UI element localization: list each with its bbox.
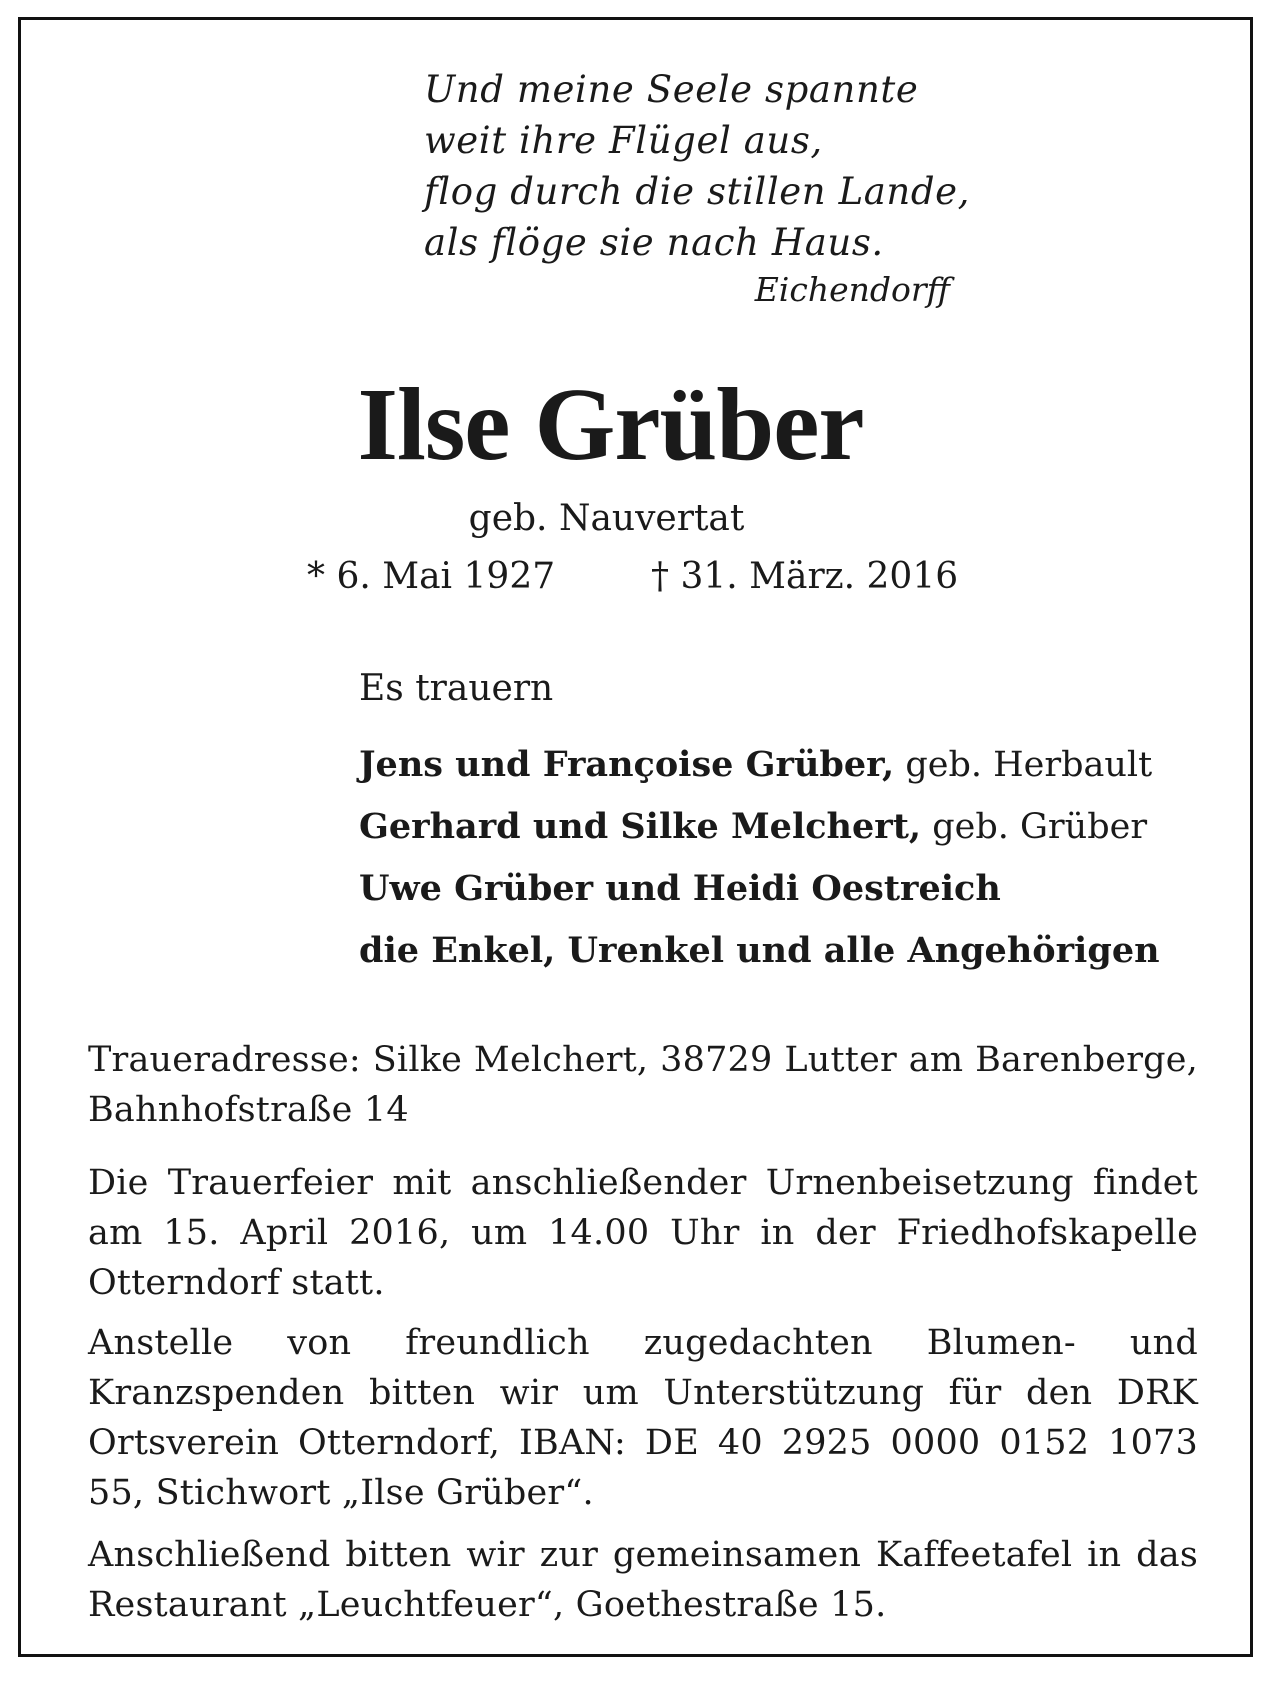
coffee-paragraph: Anschließend bitten wir zur gemeinsamen Kaffeetafel in das Restaurant „Leuchtfeuer“, Goethestraße 15. [88,1535,1198,1625]
deceased-name: Ilse Grüber [357,367,864,482]
mourner-note: geb. Herbault [894,745,1153,785]
birth-date: * 6. Mai 1927 [307,556,556,597]
mourner-row [359,920,1160,982]
donation-paragraph: Anstelle von freundlich zugedachten Blumen- und Kranzspenden bitten wir um Unterstützung für den DRK Ortsverein Otterndorf, IBAN: DE 40 2925 0000 0152 1073 55, Stichwort „Ilse Grüber“. [88,1323,1198,1513]
address-paragraph: Traueradresse: Silke Melchert, 38729 Lutter am Barenberge, Bahnhofstraße 14 [88,1040,1198,1130]
mourners-intro: Es trauern [359,668,554,709]
poem-author: Eichendorff [754,270,950,309]
poem-line: als flöge sie nach Haus. [424,221,884,264]
obituary-frame [18,17,1253,1657]
mourner-row [359,734,1160,796]
mourner-name: Uwe Grüber und Heidi Oestreich [359,868,1001,909]
poem-line: Und meine Seele spannte [424,68,919,111]
mourner-row [359,796,1160,858]
mourner-name: Gerhard und Silke Melchert, [359,806,922,847]
poem [424,64,970,268]
ceremony-paragraph: Die Trauerfeier mit anschließender Urnenbeisetzung findet am 15. April 2016, um 14.00 Uhr in der Friedhofskapelle Otterndorf statt. [88,1163,1198,1303]
poem-line: flog durch die stillen Lande, [424,170,970,213]
poem-line: weit ihre Flügel aus, [424,119,823,162]
mourners-list [359,734,1160,982]
death-date: † 31. März. 2016 [651,556,959,597]
mourner-name: Jens und Françoise Grüber, [359,744,895,785]
mourner-name: die Enkel, Urenkel und alle Angehörigen [359,930,1160,971]
mourner-row [359,858,1160,920]
maiden-name: geb. Nauvertat [468,498,745,539]
mourner-note: geb. Grüber [921,807,1148,847]
